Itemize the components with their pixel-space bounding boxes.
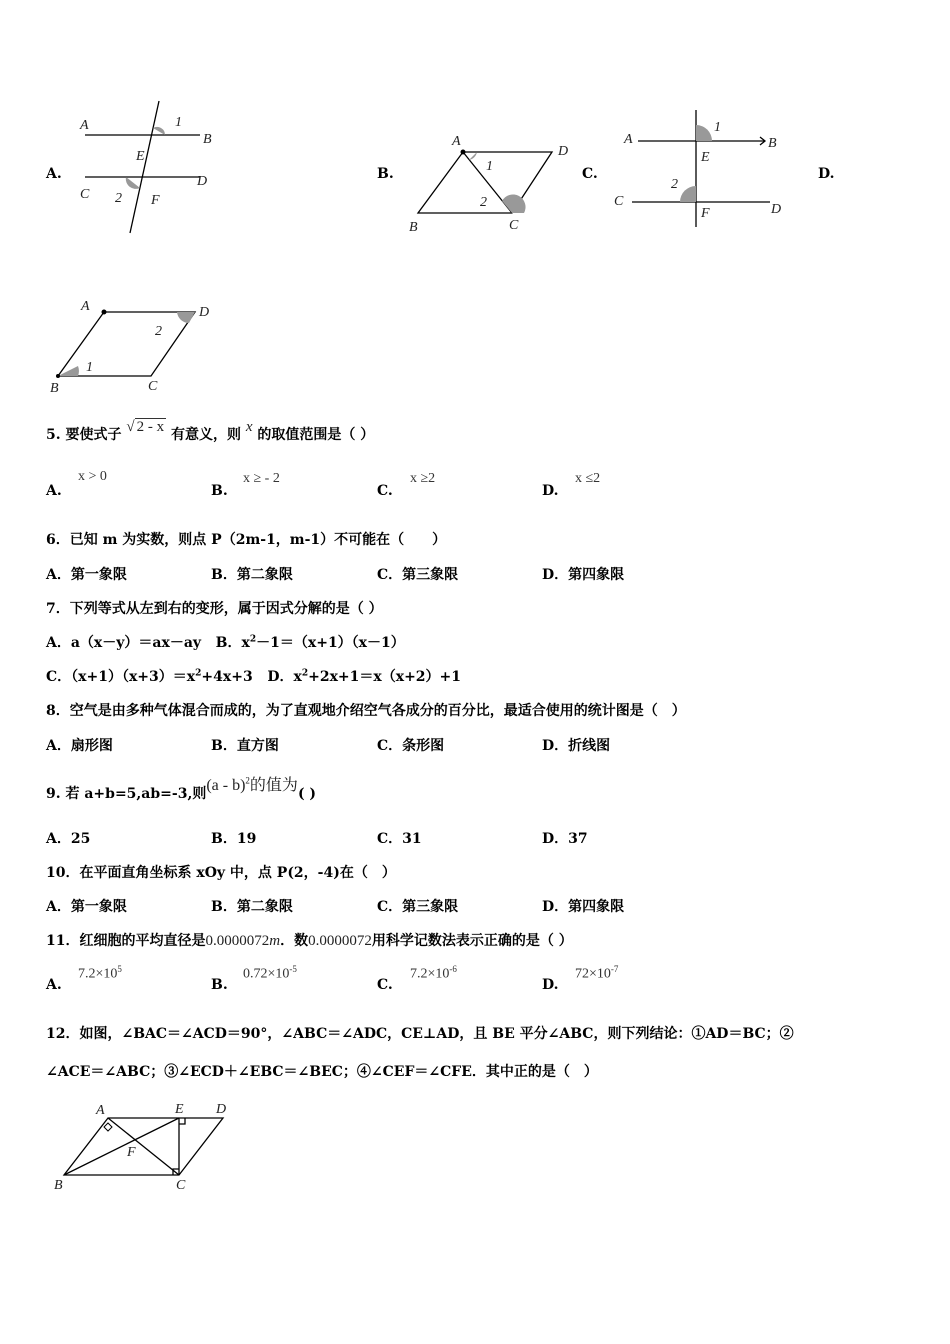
q4-figure-b [400,128,580,238]
q5-option-b-expr: x ≥ - 2 [243,471,280,486]
q11-unit: m [269,933,281,949]
q11-c-base: 7.2×10 [410,966,450,982]
q11-stem [46,930,573,950]
q7-line-1 [46,632,405,652]
q6-option-b: B．第二象限 [211,567,293,583]
label-a: A [452,134,461,149]
q11-num1: 0.0000072 [205,933,270,949]
q5-stem-mid: 有意义，则 [170,427,241,443]
q11-option-a-expr [78,964,122,983]
label-d: D [771,202,782,217]
q11-option-c: C. [377,977,393,993]
label-d: D [199,305,210,320]
q8-option-a: A．扇形图 [46,738,113,754]
q9-expr-base: (a - b) [206,777,246,794]
label-2: 2 [480,195,487,210]
angle-2-arc [680,186,696,202]
label-c: C [614,194,624,209]
label-e: E [175,1102,184,1117]
q4-option-c-label: C. [582,166,598,182]
q7-option-a: A．a（x－y）＝ax－ay [46,635,202,651]
q7-c-post: +4x+3 [201,669,253,685]
q10-option-d: D．第四象限 [542,899,625,915]
label-a: A [96,1103,105,1118]
q11-option-a: A. [46,977,62,993]
q11-stem-pre: 11．红细胞的平均直径是 [46,933,206,949]
label-d: D [216,1102,227,1117]
label-2: 2 [671,177,678,192]
angle-1-arc [469,152,477,160]
label-1: 1 [175,115,182,130]
q7-d-post: +2x+1＝x（x+2）+1 [308,669,462,685]
q5-option-d-expr: x ≤2 [575,471,601,486]
q9-expr [206,777,298,794]
label-a: A [80,118,89,133]
label-d: D [558,144,569,159]
label-f: F [151,193,160,208]
segment-be [64,1118,179,1175]
q5-option-b [211,483,228,499]
q5-stem-post: 的取值范围是（ ） [257,427,375,443]
q6-stem: 6．已知 m 为实数，则点 P（2m-1，m-1）不可能在（ ） [46,532,447,548]
q5-var: x [245,419,253,435]
q11-b-base: 0.72×10 [243,966,290,982]
label-1: 1 [86,360,93,375]
q4-figure-c [610,105,790,235]
q6-option-d: D．第四象限 [542,567,625,583]
q9-stem [46,775,317,803]
angle-1-arc [153,127,165,135]
q11-stem-mid: ．数 [280,933,309,949]
q7-option-c [46,669,253,685]
q7-line-2 [46,666,461,686]
q6-option-c: C．第三象限 [377,567,459,583]
q11-option-c-expr [410,964,457,983]
label-e: E [136,149,145,164]
q9-option-b: B．19 [211,831,257,847]
q5-d-label: D. [542,483,559,499]
q5-c-label: C. [377,483,393,499]
q10-stem-pre: 10．在平面直角坐标系 xOy 中，点 P [46,865,288,881]
q11-d-base: 72×10 [575,966,611,982]
q7-b-post: －1＝（x+1）（x－1） [256,635,405,651]
label-c: C [80,187,90,202]
q5-option-d [542,483,559,499]
point-b [56,374,60,378]
q4-option-b-label: B. [377,166,394,182]
label-c: C [509,218,519,233]
q9-option-a: A．25 [46,831,91,847]
label-b: B [409,220,418,235]
q10-option-c: C．第三象限 [377,899,459,915]
q8-option-c: C．条形图 [377,738,445,754]
label-e: E [701,150,710,165]
q7-d-sup: 2 [301,668,309,679]
q5-stem [46,419,375,444]
q7-stem: 7．下列等式从左到右的变形，属于因式分解的是（ ） [46,601,383,617]
angle-mark-a [104,1123,112,1131]
q8-stem: 8．空气是由多种气体混合而成的，为了直观地介绍空气各成分的百分比，最适合使用的统计图是（ ） [46,703,686,719]
q11-a-base: 7.2×10 [78,966,118,982]
q5-sqrt: √ 2 - x [126,419,165,435]
q11-num2: 0.0000072 [308,933,372,949]
q7-b-pre: B．x [215,635,250,651]
parallelogram [58,312,195,376]
q10-coord: (2，-4) [287,865,340,881]
q8-option-d: D．折线图 [542,738,611,754]
label-a: A [81,299,90,314]
label-c: C [148,379,158,394]
q11-option-d-expr [575,964,618,983]
q5-stem-pre: 5. 要使式子 [46,427,122,443]
q7-c-pre: C．（x+1）（x+3）＝x [46,669,196,685]
q4-option-d-label: D. [818,166,835,182]
label-b: B [54,1178,63,1193]
q11-a-exp: 5 [117,964,122,974]
q5-b-label: B. [211,483,228,499]
q5-option-c [377,483,393,499]
q9-expr-sup: 2 [245,775,250,786]
label-a: A [624,132,633,147]
q7-option-b [216,635,405,651]
q4-figure-d [46,295,226,400]
q10-stem [46,862,396,882]
label-b: B [203,132,212,147]
label-f: F [701,206,710,221]
q11-stem-post: 用科学记数法表示正确的是（ ） [371,933,573,949]
segment-ac [108,1118,179,1175]
q8-option-b: B．直方图 [211,738,279,754]
q11-d-exp: -7 [610,964,619,974]
label-f: F [127,1145,136,1160]
point-a [102,310,107,315]
q11-c-exp: -6 [449,964,457,974]
label-b: B [50,381,59,396]
q11-option-b-expr [243,964,297,983]
q11-option-d: D. [542,977,559,993]
label-d: D [197,174,208,189]
q5-option-a [46,483,62,499]
q7-c-sup: 2 [195,668,202,679]
right-angle-e [179,1118,185,1124]
q5-option-c-expr: x ≥2 [410,471,436,486]
q9-option-d: D．37 [542,831,588,847]
label-b: B [768,136,777,151]
q9-stem-post: ( ) [297,786,317,802]
q12-stem-line-2: ∠ACE＝∠ABC；③∠ECD＋∠EBC＝∠BEC；④∠CEF＝∠CFE．其中正的是（ ） [46,1064,598,1080]
label-2: 2 [155,324,162,339]
q7-d-pre: D．x [267,669,302,685]
q5-a-label: A. [46,483,62,499]
q7-b-sup: 2 [249,634,257,645]
angle-2-arc [126,177,140,189]
q5-radicand: 2 - x [136,419,165,435]
q9-expr-post: 的值为 [249,777,298,794]
q12-stem-line-1: 12．如图，∠BAC＝∠ACD＝90°，∠ABC＝∠ADC，CE⊥AD，且 BE 平分∠ABC，则下列结论：①AD＝BC；② [46,1026,794,1042]
q10-option-b: B．第二象限 [211,899,293,915]
label-1: 1 [714,120,721,135]
q10-stem-post: 在（ ） [339,865,396,881]
q5-option-a-expr: x > 0 [78,469,107,484]
label-1: 1 [486,159,493,174]
transversal-ef [130,101,159,233]
q10-option-a: A．第一象限 [46,899,127,915]
q4-option-a-label: A. [46,166,62,182]
q9-stem-pre: 9. 若 a+b=5,ab=-3,则 [46,786,207,802]
angle-1-arc [696,125,712,141]
point-a [461,150,466,155]
q7-option-d [267,669,461,685]
q9-option-c: C．31 [377,831,422,847]
label-2: 2 [115,191,122,206]
q6-option-a: A．第一象限 [46,567,127,583]
label-c: C [176,1178,186,1193]
q12-figure [46,1096,246,1201]
q11-b-exp: -5 [289,964,297,974]
q4-figure-a [70,98,230,238]
angle-2-arc [177,312,195,323]
q11-option-b: B. [211,977,228,993]
